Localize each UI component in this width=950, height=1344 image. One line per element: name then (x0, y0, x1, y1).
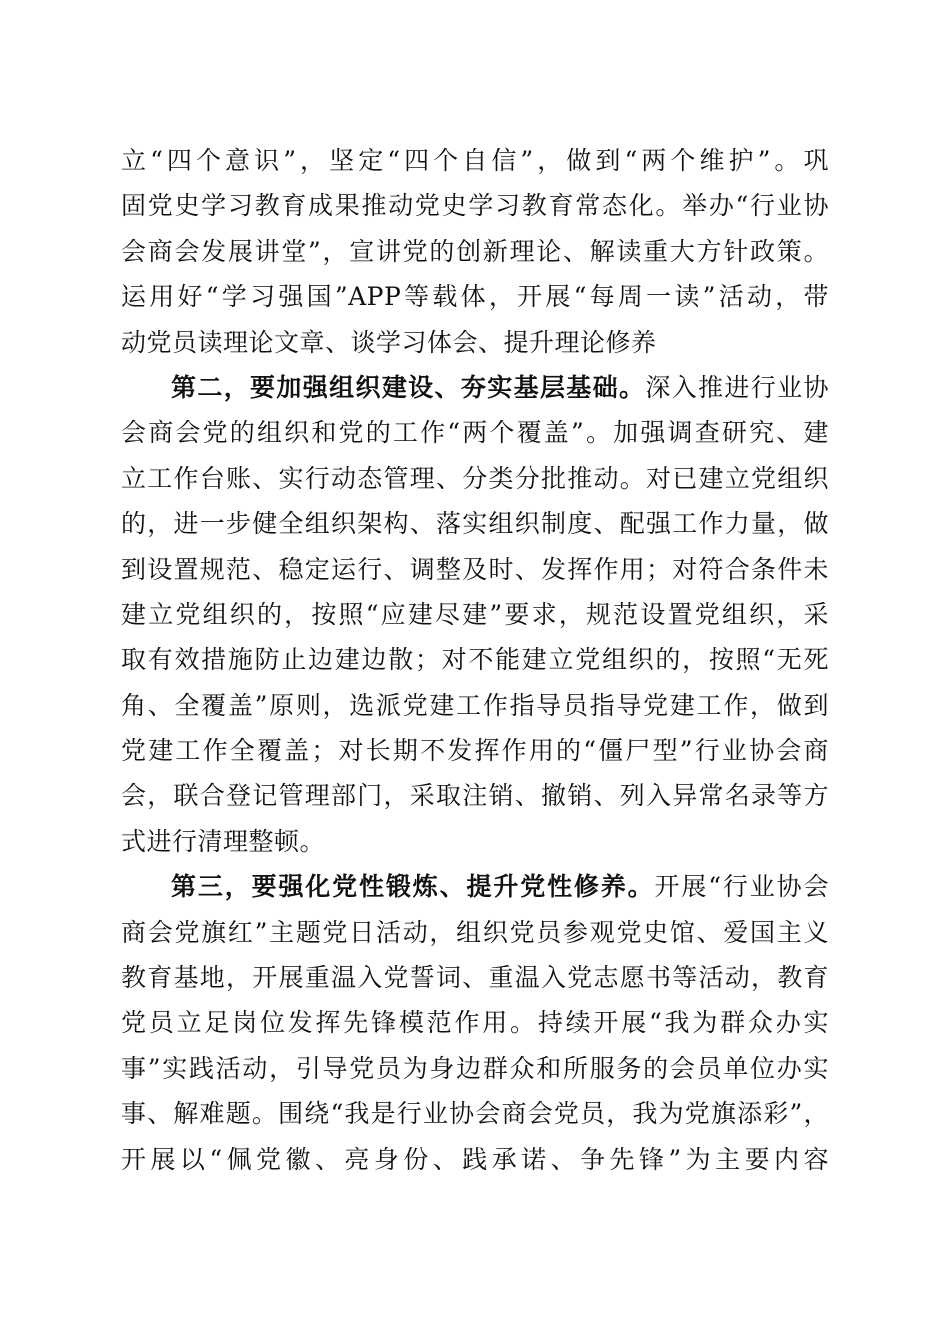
text-line: 会，联合登记管理部门，采取注销、撤销、列入异常名录等方 (121, 781, 829, 811)
text-line: 教育基地，开展重温入党誓词、重温入党志愿书等活动，教育 (121, 963, 829, 993)
text-line: 取有效措施防止边建边散；对不能建立党组织的，按照“无死 (121, 645, 829, 675)
text-line: 开展以“佩党徽、亮身份、践承诺、争先锋”为主要内容 (121, 1144, 829, 1174)
paragraph-heading: 第三，要强化党性锻炼、提升党性修养。 (171, 872, 655, 902)
text-line: 式进行清理整顿。 (121, 826, 326, 856)
text-line: 固党史学习教育成果推动党史学习教育常态化。举办“行业协 (121, 191, 829, 221)
text-line: 会商会发展讲堂”，宣讲党的创新理论、解读重大方针政策。 (121, 236, 829, 266)
text-line: 建立党组织的，按照“应建尽建”要求，规范设置党组织，采 (121, 599, 829, 629)
text-line: 到设置规范、稳定运行、调整及时、发挥作用；对符合条件未 (121, 554, 829, 584)
text-line: 事”实践活动，引导党员为身边群众和所服务的会员单位办实 (121, 1053, 829, 1083)
text-line: 立“四个意识”，坚定“四个自信”，做到“两个维护”。巩 (121, 146, 829, 175)
text-line: 的，进一步健全组织架构、落实组织制度、配强工作力量，做 (121, 509, 829, 539)
text-line: 商会党旗红”主题党日活动，组织党员参观党史馆、爱国主义 (121, 917, 829, 947)
text-line: 事、解难题。围绕“我是行业协会商会党员，我为党旗添彩”， (121, 1099, 829, 1129)
text-line: 会商会党的组织和党的工作“两个覆盖”。加强调查研究、建 (121, 418, 829, 448)
paragraph-first-line (121, 864, 829, 909)
text-line: 角、全覆盖”原则，选派党建工作指导员指导党建工作，做到 (121, 690, 829, 720)
paragraph-heading-rest: 深入推进行业协 (645, 372, 829, 402)
text-line: 党员立足岗位发挥先锋模范作用。持续开展“我为群众办实 (121, 1008, 829, 1038)
paragraph-heading: 第二，要加强组织建设、夯实基层基础。 (171, 372, 646, 402)
body-text (121, 138, 829, 1182)
text-line: 立工作台账、实行动态管理、分类分批推动。对已建立党组织 (121, 463, 829, 493)
text-line: 运用好“学习强国”APP等载体，开展“每周一读”活动，带 (121, 282, 829, 312)
text-line: 动党员读理论文章、谈学习体会、提升理论修养 (121, 327, 657, 357)
paragraph-heading-rest: 开展“行业协会 (654, 872, 829, 902)
text-line: 党建工作全覆盖；对长期不发挥作用的“僵尸型”行业协会商 (121, 736, 829, 766)
paragraph-first-line (121, 365, 829, 410)
